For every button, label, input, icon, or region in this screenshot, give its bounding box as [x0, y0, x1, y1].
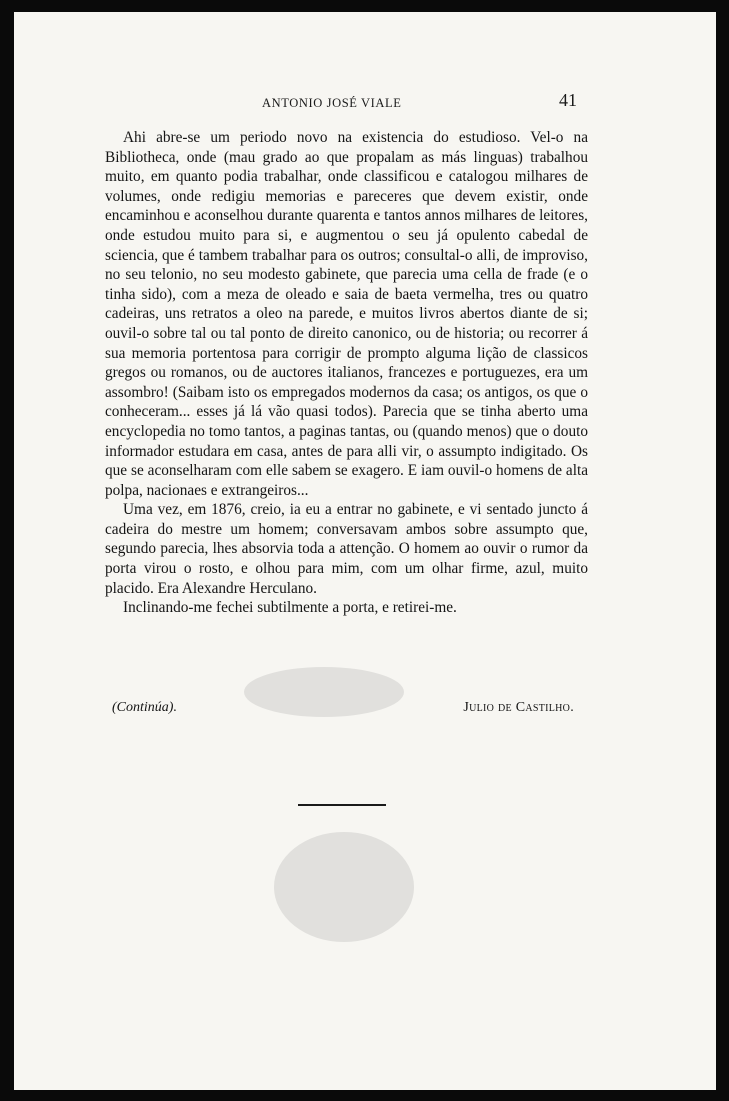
body-text — [105, 128, 588, 618]
book-page — [14, 12, 716, 1090]
continua-note: (Continúa). — [112, 700, 177, 715]
paragraph-2: Uma vez, em 1876, creio, ia eu a entrar no gabinete, e vi sentado juncto á cadeira do mestre um homem; conversavam ambos sobre assumpto que, segundo parecia, lhes absorvia toda a attenção. O homem ao ouvir o rumor da porta virou o rosto, e olhou para mim, com um olhar firme, azul, muito placido. Era Alexandre Herculano. — [105, 501, 588, 597]
bleed-through-smudge — [274, 832, 414, 942]
author-signature: Julio de Castilho. — [463, 700, 574, 715]
page-number: 41 — [559, 90, 577, 110]
paragraph-3: Inclinando-me fechei subtilmente a porta, e retirei-me. — [123, 599, 457, 617]
running-title: ANTONIO JOSÉ VIALE — [262, 96, 402, 110]
paragraph-1: Ahi abre-se um periodo novo na existencia do estudioso. Vel-o na Bibliotheca, onde (mau grado ao que propalam as más linguas) trabalhou muito, em quanto podia trabalhar, onde classificou e catalogou milhares de volumes, onde redigiu memorias e pareceres que devem existir, onde encaminhou e aconselhou durante quarenta e tantos annos milhares de leitores, onde estudou muito para si, e augmentou o seu já opulento cabedal de sciencia, que é tambem trabalhar para os outros; consultal-o alli, de improviso, no seu telonio, no seu modesto gabinete, que parecia uma cella de frade (e o tinha sido), com a meza de oleado e saia de baeta vermelha, tres ou quatro cadeiras, uns retratos a oleo na parede, e muitos livros abertos diante de si; ouvil-o sobre tal ou tal ponto de direito canonico, ou de historia; ou recorrer á sua memoria portentosa para corrigir de prompto alguma lição de classicos gregos ou romanos, ou de auctores italianos, francezes e portuguezes, era um assombro! (Saibam isto os empregados modernos da casa; os antigos, os que o conheceram... esses já lá vão quasi todos). Parecia que se tinha aberto uma encyclopedia no tomo tantos, a paginas tantas, ou (quando menos) que o douto informador estudara em casa, antes de para alli vir, o assumpto indigitado. Os que se aconselharam com elle sabem se exagero. E iam ouvil-o homens de alta polpa, nacionaes e extrangeiros... — [105, 129, 588, 499]
page-header — [14, 90, 716, 120]
signature-line — [112, 700, 574, 720]
section-divider — [298, 804, 386, 806]
